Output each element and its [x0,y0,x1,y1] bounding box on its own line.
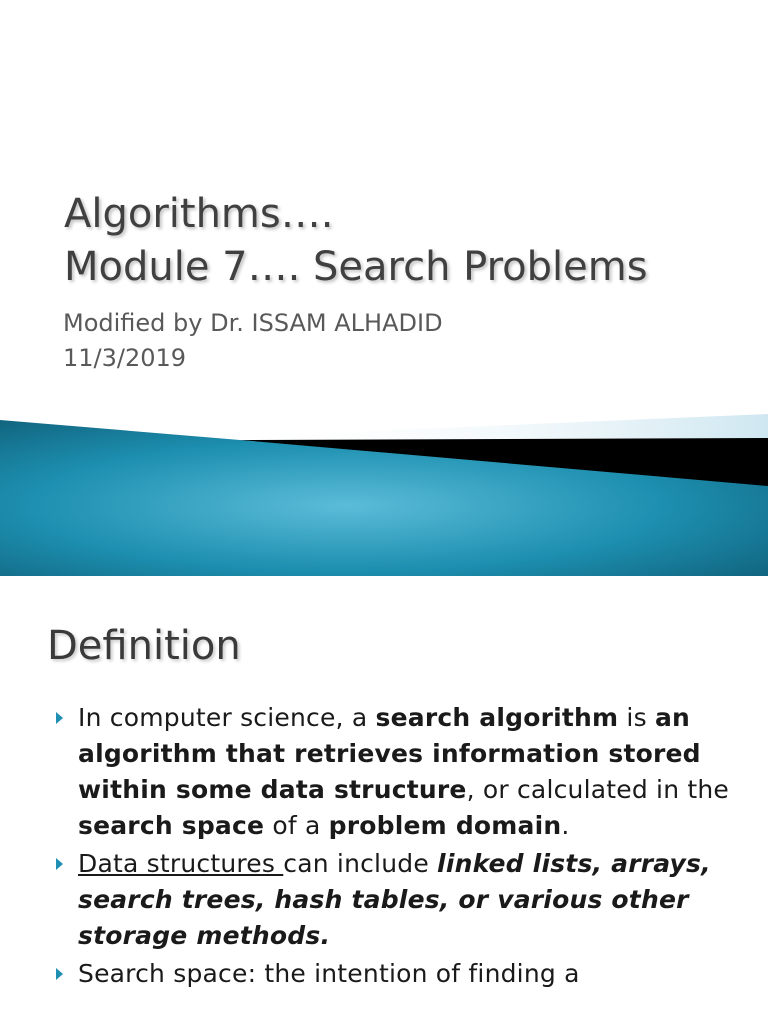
bold-definition: an algorithm that retrieves information stored within some data structure [78,703,701,804]
date-line: 11/3/2019 [63,344,187,372]
triangle-bullet-icon [56,712,63,724]
title-line-2: Module 7…. Search Problems [64,244,648,290]
text-run: can include [283,849,438,878]
triangle-bullet-icon [56,858,63,870]
banner-pale-stripe [230,414,768,440]
text-run: is [618,703,655,732]
bullet-list [50,700,730,994]
definition-slide [0,576,768,1024]
bullet-item [50,700,730,844]
triangle-bullet-icon [56,968,63,980]
underlined-term: Data structures [78,849,284,878]
bullet-text [78,956,730,992]
bold-term: search algorithm [375,703,619,732]
bullet-item [50,956,730,992]
bullet-text [78,846,730,954]
title-line-1: Algorithms…. [64,191,334,237]
bullet-text [78,700,730,844]
text-run: . [561,811,570,840]
italic-examples: linked lists, arrays, search trees, hash tables, or various other storage methods. [78,849,711,950]
slide-subtitle [63,306,443,376]
text-run: Search space: the intention of finding a [78,959,580,988]
bold-term: search space [78,811,265,840]
slide-title [64,188,648,294]
text-run: In computer science, a [78,703,376,732]
decorative-banner [0,400,768,576]
bold-term: problem domain [328,811,562,840]
text-run: of a [264,811,329,840]
bullet-item [50,846,730,954]
slide-heading: Definition [47,623,241,669]
author-line: Modified by Dr. ISSAM ALHADID [63,309,443,337]
text-run: , or calculated in the [466,775,730,804]
